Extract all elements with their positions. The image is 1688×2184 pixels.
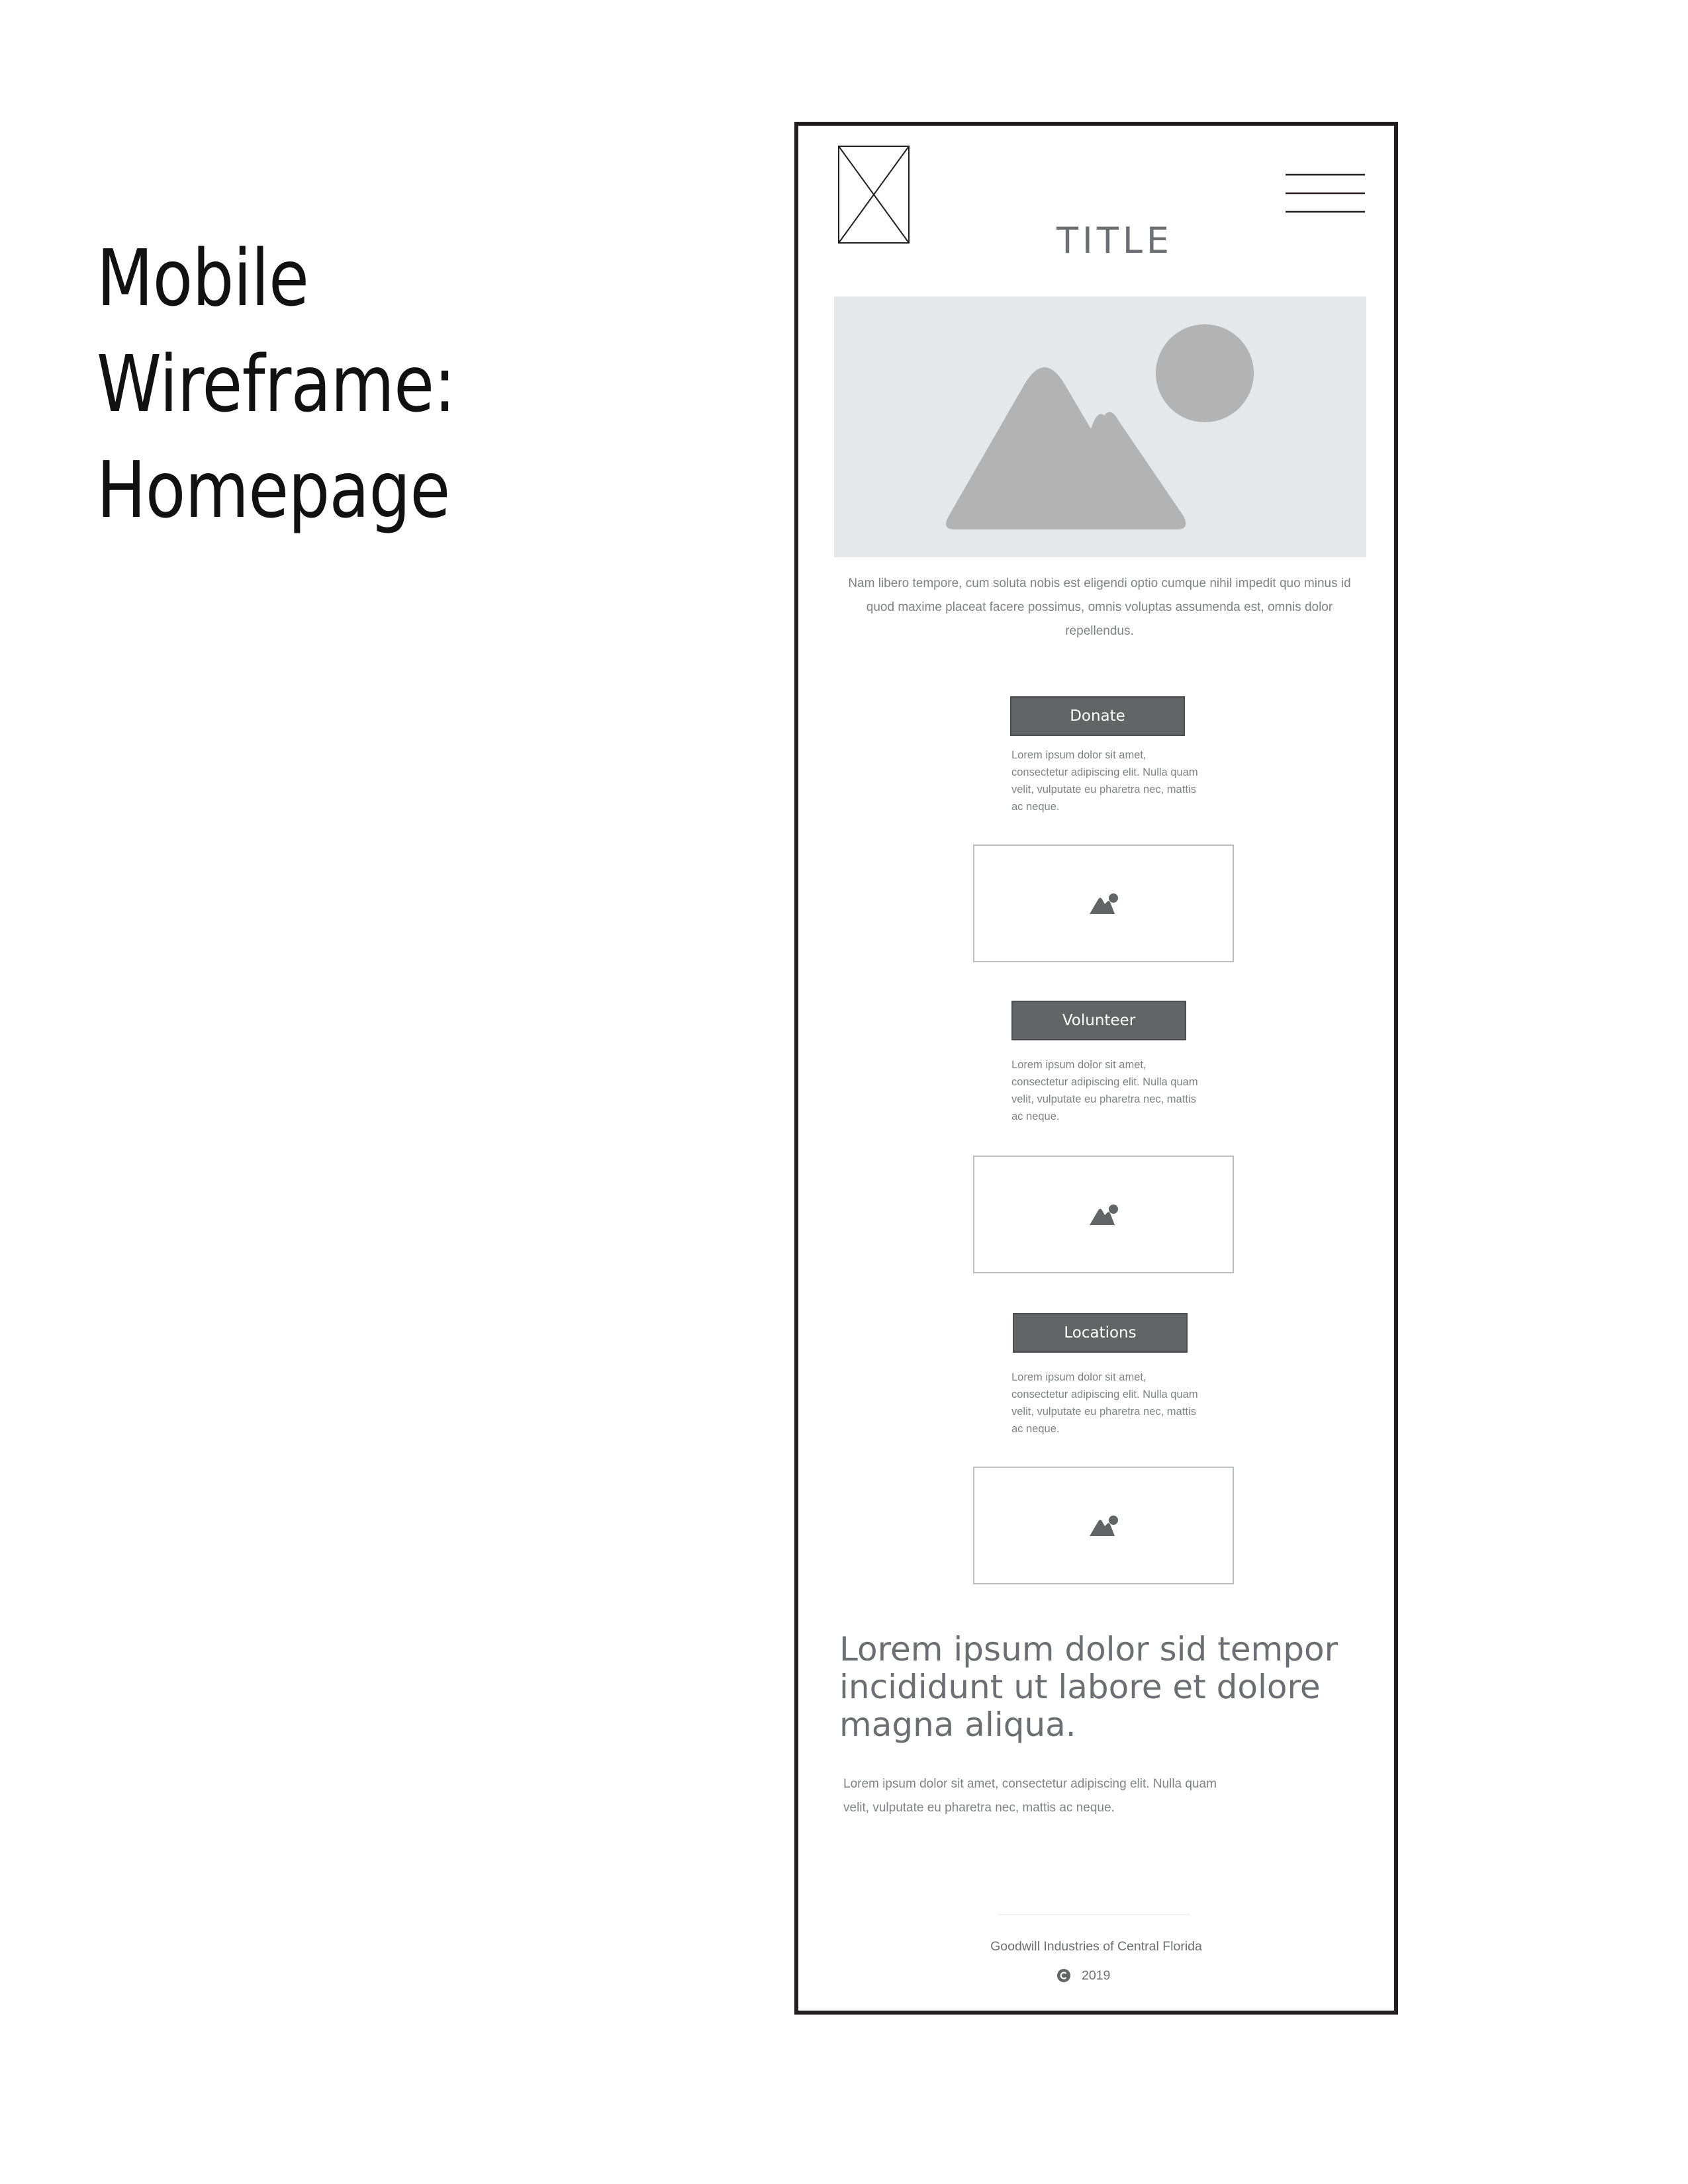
hero-image-placeholder: [834, 296, 1366, 557]
volunteer-button[interactable]: Volunteer: [1011, 1001, 1186, 1040]
donate-image-placeholder: [973, 844, 1234, 962]
footer-copyright: [1056, 1966, 1189, 1985]
site-title: TITLE: [1056, 220, 1174, 261]
footer-organization: Goodwill Industries of Central Florida: [990, 1939, 1202, 1954]
hamburger-menu-icon[interactable]: [1286, 173, 1365, 213]
page-heading-line2: Homepage: [97, 444, 450, 535]
volunteer-image-placeholder: [973, 1156, 1234, 1273]
page-heading: [97, 225, 597, 543]
donate-description: Lorem ipsum dolor sit amet, consectetur adipiscing elit. Nulla quam velit, vulputate eu pharetra nec, mattis ac neque.: [1011, 749, 1198, 813]
image-placeholder-icon: [1087, 1203, 1120, 1227]
copyright-icon: [1056, 1968, 1071, 1983]
image-placeholder-icon: [834, 296, 1366, 557]
intro-paragraph: Nam libero tempore, cum soluta nobis est eligendi optio cumque nihil impedit quo minus id quod maxime placeat facere possimus, omnis voluptas assumenda est, omnis dolor repellendus.: [848, 576, 1351, 638]
locations-button[interactable]: Locations: [1013, 1313, 1188, 1353]
feature-headline: Lorem ipsum dolor sid tempor incididunt ut labore et dolore magna aliqua.: [839, 1630, 1338, 1744]
feature-paragraph: Lorem ipsum dolor sit amet, consectetur adipiscing elit. Nulla quam velit, vulputate eu pharetra nec, mattis ac neque.: [843, 1777, 1217, 1815]
mobile-wireframe-frame: [794, 122, 1398, 2015]
page-heading-line1: Mobile Wireframe:: [97, 232, 455, 430]
donate-button[interactable]: Donate: [1010, 696, 1185, 736]
volunteer-description: Lorem ipsum dolor sit amet, consectetur adipiscing elit. Nulla quam velit, vulputate eu pharetra nec, mattis ac neque.: [1011, 1059, 1198, 1122]
image-placeholder-icon: [1087, 1514, 1120, 1538]
locations-image-placeholder: [973, 1467, 1234, 1584]
footer-divider: [998, 1914, 1190, 1915]
image-placeholder-icon: [1087, 892, 1120, 916]
locations-description: Lorem ipsum dolor sit amet, consectetur adipiscing elit. Nulla quam velit, vulputate eu pharetra nec, mattis ac neque.: [1011, 1371, 1198, 1435]
copyright-year: 2019: [1082, 1968, 1111, 1983]
